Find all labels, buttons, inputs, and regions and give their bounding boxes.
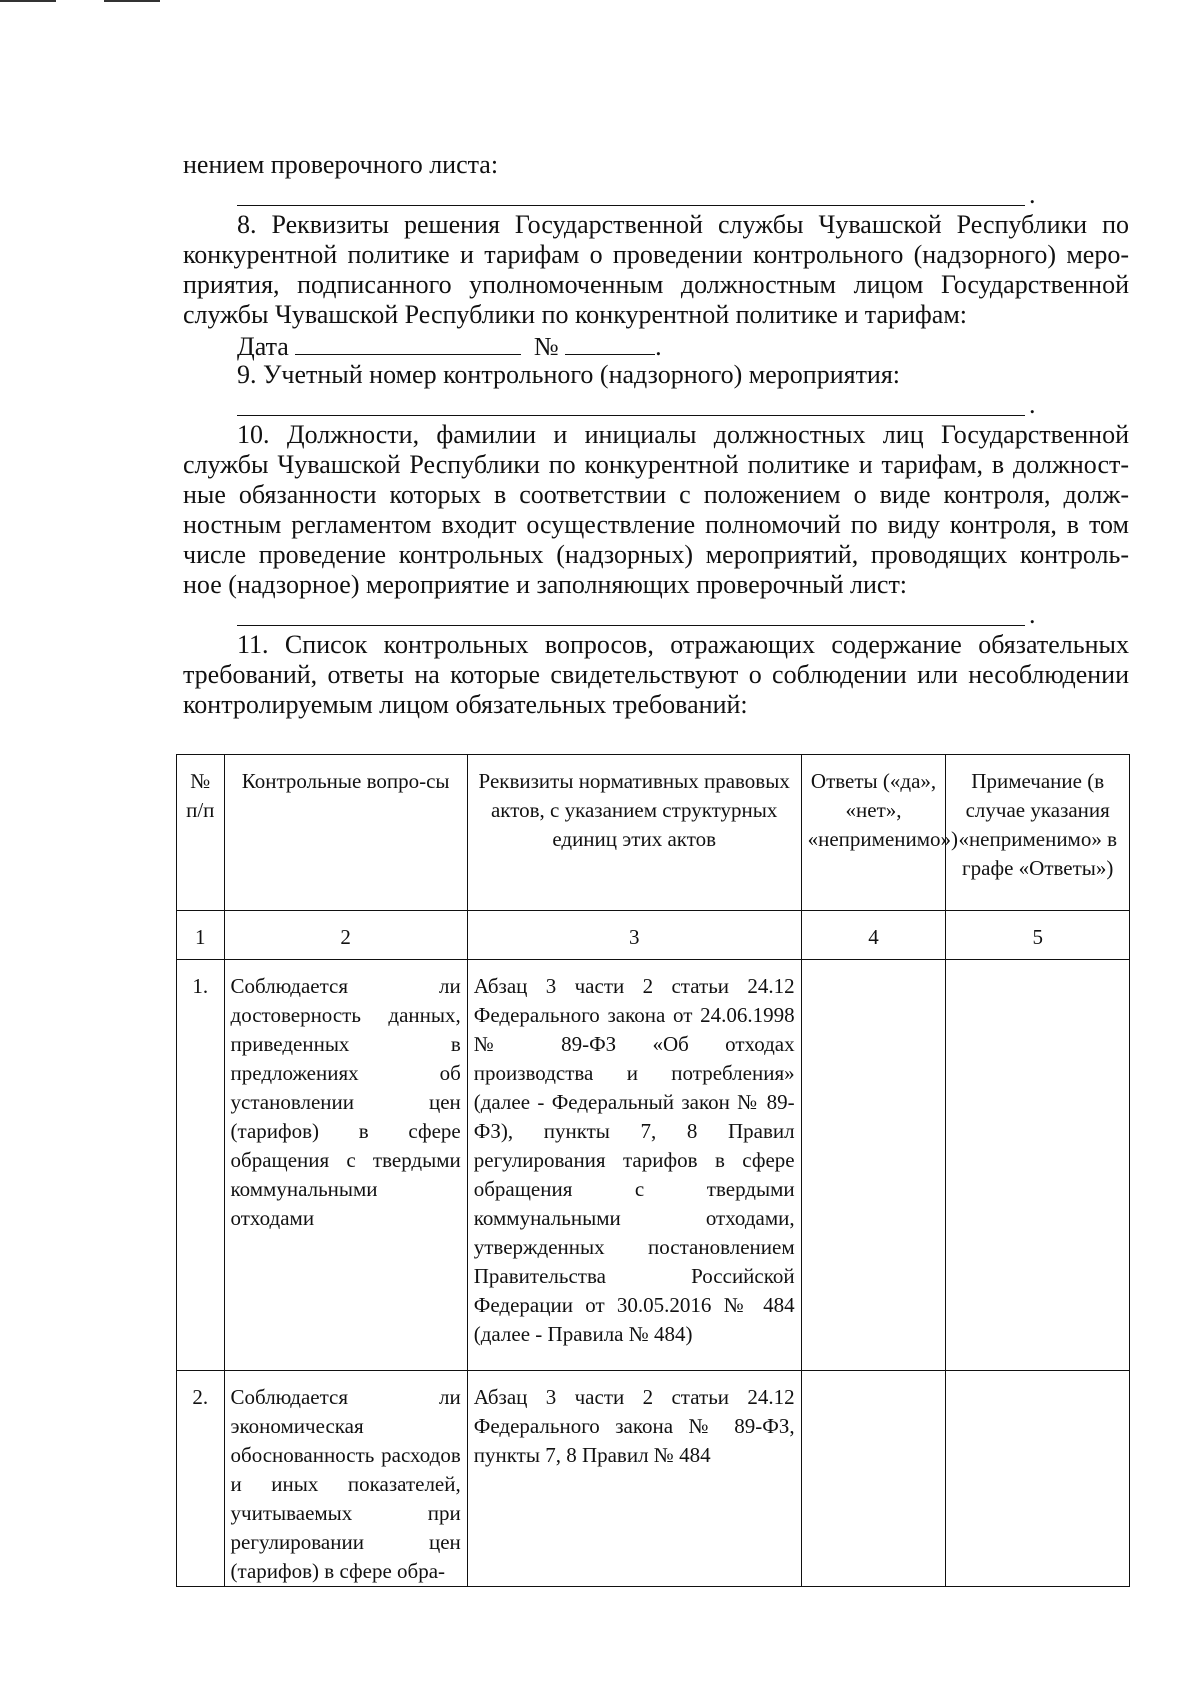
fill-in-blank: . bbox=[183, 600, 1129, 630]
header-requisites: Реквизиты нормативных правовых актов, с указанием структурных единиц этих актов bbox=[467, 755, 801, 911]
row-number: 2. bbox=[177, 1371, 225, 1587]
header-number: № п/п bbox=[177, 755, 225, 911]
item-10: 10. Должности, фамилии и инициалы должностных лиц Государственной службы Чувашской Республики по конкурентной политике и тарифам, в должност- ные обязанности которых в соответствии с положением о виде контроля, долж- ностным регламентом входит осуществление полномочий по виду контроля, в том числе проведение контрольных (надзорных) мероприятий, проводящих контроль- ное (надзорное) мероприятие и заполняющих проверочный лист: bbox=[183, 420, 1129, 599]
document-page bbox=[183, 150, 1129, 720]
header-note: Примечание (в случае указания «неприменимо» в графе «Ответы») bbox=[946, 755, 1130, 911]
table-row bbox=[177, 1371, 1130, 1587]
item-9: 9. Учетный номер контрольного (надзорного) мероприятия: bbox=[237, 360, 901, 389]
row-note-cell[interactable] bbox=[946, 960, 1130, 1371]
row-requisites: Абзац 3 части 2 статьи 24.12 Федерального закона № 89-ФЗ, пункты 7, 8 Правил № 484 bbox=[467, 1371, 801, 1587]
control-questions-table bbox=[176, 754, 1130, 1587]
item-8: 8. Реквизиты решения Государственной службы Чувашской Республики по конкурентной политике и тарифам о проведении контрольного (надзорного) меро- приятия, подписанного уполномоченным должностным лицом Государственной службы Чувашской Республики по конкурентной политике и тарифам: Дата № . bbox=[183, 210, 1129, 361]
header-questions: Контрольные вопро-сы bbox=[224, 755, 467, 911]
row-question: Соблюдается ли экономическая обоснованность расходов и иных показателей, учитываемых при регулировании цен (тарифов) в сфере обра- bbox=[224, 1371, 467, 1587]
number-label: № bbox=[533, 332, 559, 361]
table-row bbox=[177, 960, 1130, 1371]
table-header-row bbox=[177, 755, 1130, 911]
scan-mark bbox=[0, 0, 56, 2]
header-answers: Ответы («да», «нет», «неприменимо») bbox=[801, 755, 946, 911]
date-label: Дата bbox=[237, 332, 289, 361]
fill-in-blank: . bbox=[183, 390, 1129, 420]
row-note-cell[interactable] bbox=[946, 1371, 1130, 1587]
number-blank bbox=[565, 330, 655, 355]
fill-in-blank: . bbox=[183, 180, 1129, 210]
row-requisites: Абзац 3 части 2 статьи 24.12 Федерального закона от 24.06.1998 № 89-ФЗ «Об отходах производства и потребления» (далее - Федеральный закон № 89-ФЗ), пункты 7, 8 Правил регулирования тарифов в сфере обращения с твердыми коммунальными отходами, утвержденных постановлением Правительства Российской Федерации от 30.05.2016 № 484 (далее - Правила № 484) bbox=[467, 960, 801, 1371]
date-number-line: Дата № . bbox=[237, 332, 662, 361]
date-blank bbox=[295, 330, 521, 355]
scan-mark bbox=[104, 0, 160, 2]
item-11: 11. Список контрольных вопросов, отражающих содержание обязательных требований, ответы на которые свидетельствуют о соблюдении или несоблюдении контролируемым лицом обязательных требований: bbox=[183, 630, 1129, 719]
row-answer-cell[interactable] bbox=[801, 1371, 946, 1587]
row-answer-cell[interactable] bbox=[801, 960, 946, 1371]
continuation-line: нением проверочного листа: bbox=[183, 150, 499, 179]
column-numbers-row: 1 2 3 4 5 bbox=[177, 911, 1130, 960]
row-number: 1. bbox=[177, 960, 225, 1371]
row-question: Соблюдается ли достоверность данных, приведенных в предложениях об установлении цен (тарифов) в сфере обращения с твердыми коммунальными отходами bbox=[224, 960, 467, 1371]
